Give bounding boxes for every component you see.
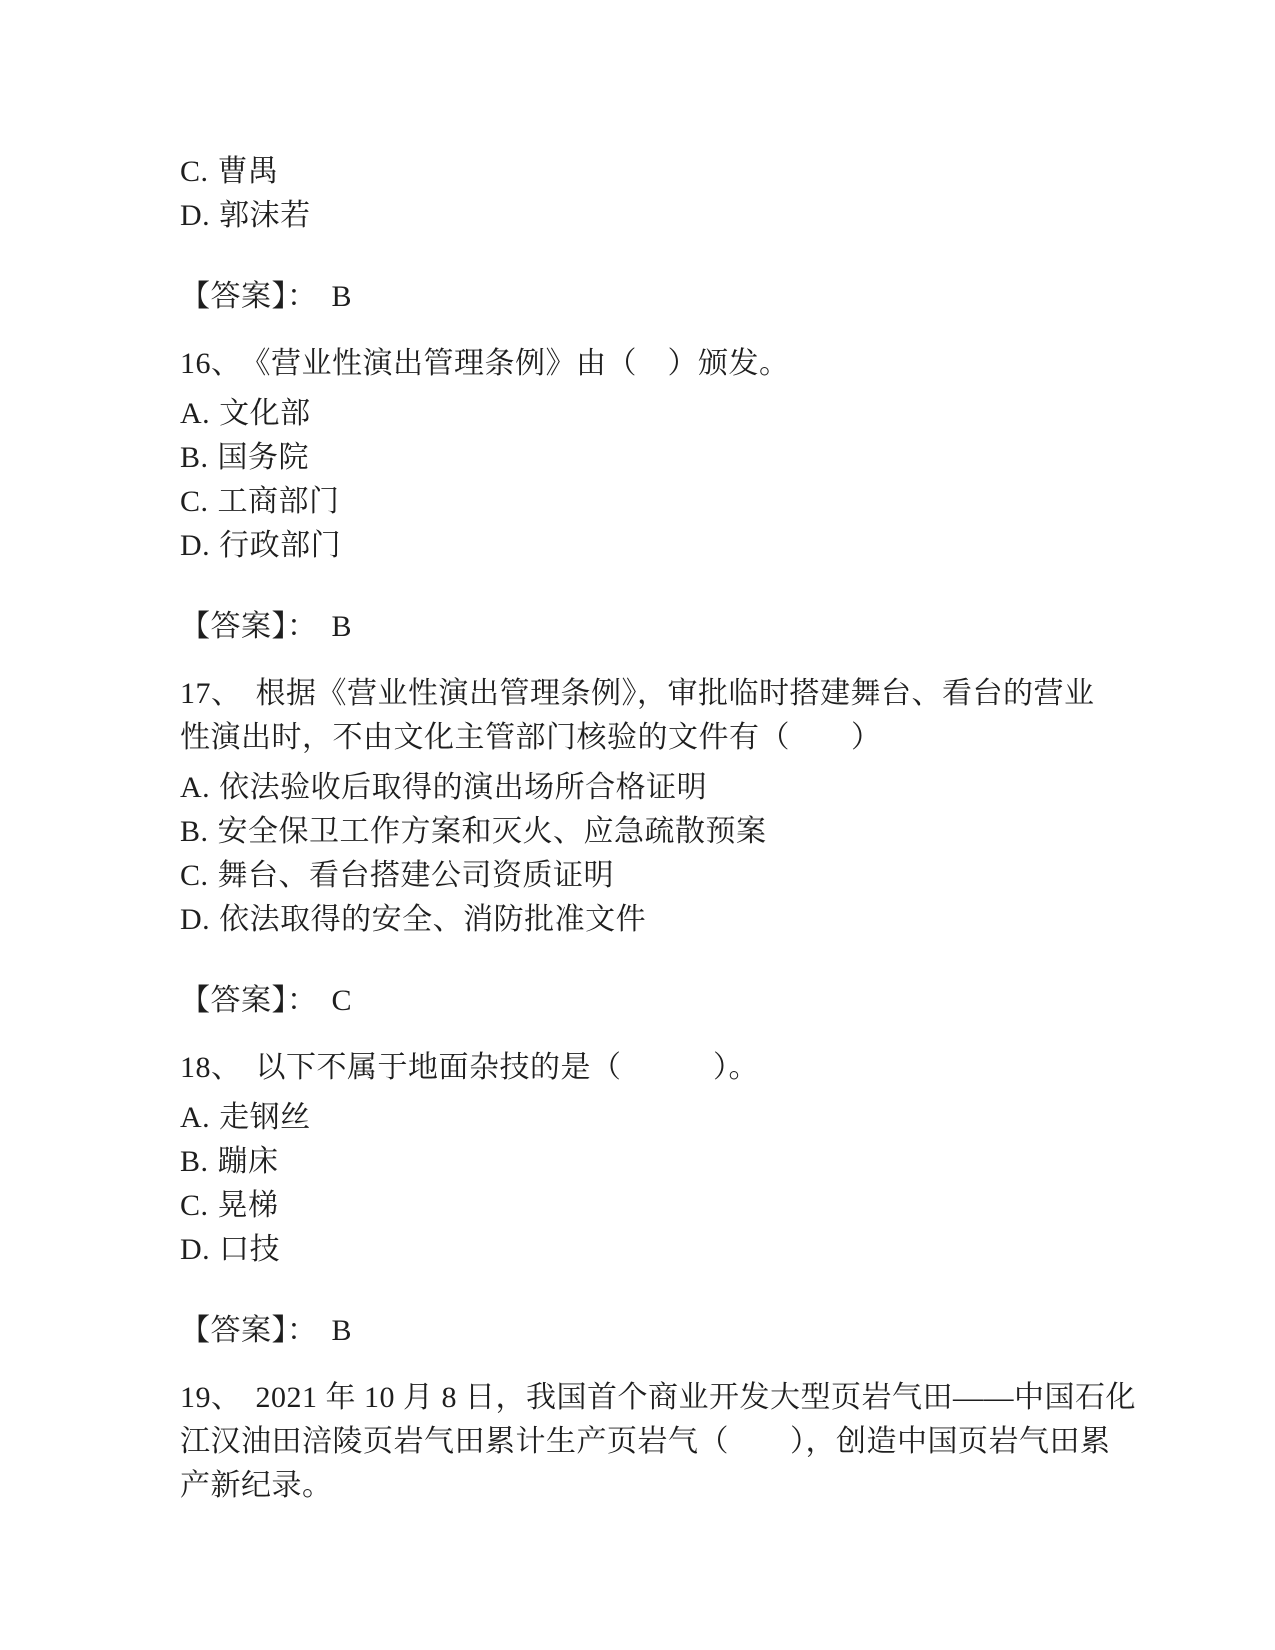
question-stem-text: 根据《营业性演出管理条例》，审批临时搭建舞台、看台的营业: [255, 677, 1095, 710]
option-text: 蹦床: [217, 1145, 279, 1178]
question-stem-text: 以下不属于地面杂技的是（ ）。: [255, 1051, 759, 1084]
answer-prefix: 【答案】：: [180, 1314, 318, 1347]
question-18-option-d: [180, 1228, 1100, 1272]
option-text: 国务院: [217, 441, 310, 474]
option-label: D.: [180, 903, 211, 936]
option-label: B.: [180, 1145, 209, 1178]
option-text: 曹禺: [217, 155, 279, 188]
question-19-stem-line-3: [180, 1464, 1100, 1508]
question-18-option-c: [180, 1184, 1100, 1228]
carryover-option-c: [180, 150, 1100, 194]
question-17-option-b: [180, 810, 1100, 854]
option-text: 行政部门: [219, 529, 342, 562]
question-17-stem-line-1: [180, 672, 1100, 716]
question-18-answer-line: [180, 1309, 1100, 1353]
option-text: 文化部: [219, 397, 311, 430]
option-text: 走钢丝: [219, 1101, 311, 1134]
question-17-option-a: [180, 766, 1100, 810]
answer-prefix: 【答案】：: [180, 610, 318, 643]
question-18-stem: [180, 1046, 1100, 1090]
question-16-option-a: [180, 392, 1100, 436]
question-stem-text: 《营业性演出管理条例》由（ ）颁发。: [255, 347, 790, 380]
question-16-option-c: [180, 480, 1100, 524]
answer-value: B: [331, 1314, 353, 1347]
question-number: 16、: [180, 347, 242, 380]
question-16-answer-line: [180, 605, 1100, 649]
question-17-option-c: [180, 854, 1100, 898]
option-label: A.: [180, 1101, 211, 1134]
question-stem-text: 2021 年 10 月 8 日，我国首个商业开发大型页岩气田——中国石化: [255, 1381, 1136, 1414]
question-number: 19、: [180, 1381, 242, 1414]
option-label: B.: [180, 815, 209, 848]
carryover-option-d: [180, 194, 1100, 238]
option-label: A.: [180, 771, 211, 804]
question-stem-text: 产新纪录。: [180, 1469, 333, 1502]
question-list: [180, 150, 1136, 1508]
option-label: A.: [180, 397, 211, 430]
answer-value: B: [331, 610, 353, 643]
option-label: C.: [180, 155, 209, 188]
answer-value: C: [331, 984, 353, 1017]
question-stem-text: 江汉油田涪陵页岩气田累计生产页岩气（ ），创造中国页岩气田累: [180, 1425, 1111, 1458]
question-stem-text: 性演出时，不由文化主管部门核验的文件有（ ）: [180, 721, 882, 754]
option-label: B.: [180, 441, 209, 474]
option-text: 工商部门: [217, 485, 340, 518]
option-label: D.: [180, 1233, 211, 1266]
question-16-option-b: [180, 436, 1100, 480]
option-text: 郭沫若: [219, 199, 311, 232]
option-label: C.: [180, 485, 209, 518]
answer-value: B: [331, 280, 353, 313]
option-text: 晃梯: [217, 1189, 279, 1222]
option-label: D.: [180, 199, 211, 232]
question-17-answer-line: [180, 979, 1100, 1023]
question-16-option-d: [180, 524, 1100, 568]
question-number: 17、: [180, 677, 242, 710]
answer-prefix: 【答案】：: [180, 280, 318, 313]
option-text: 依法取得的安全、消防批准文件: [219, 903, 647, 936]
option-label: C.: [180, 1189, 209, 1222]
question-19-stem-line-2: [180, 1420, 1111, 1464]
question-18-option-a: [180, 1096, 1100, 1140]
option-label: D.: [180, 529, 211, 562]
question-17-option-d: [180, 898, 1100, 942]
carryover-answer-line: [180, 275, 1100, 319]
option-text: 口技: [219, 1233, 281, 1266]
option-label: C.: [180, 859, 209, 892]
question-19-stem-line-1: [180, 1376, 1136, 1420]
option-text: 依法验收后取得的演出场所合格证明: [219, 771, 708, 804]
answer-prefix: 【答案】：: [180, 984, 318, 1017]
question-16-stem: [180, 342, 1100, 386]
option-text: 安全保卫工作方案和灭火、应急疏散预案: [217, 815, 767, 848]
question-18-option-b: [180, 1140, 1100, 1184]
question-17-stem-line-2: [180, 716, 1100, 760]
question-number: 18、: [180, 1051, 242, 1084]
option-text: 舞台、看台搭建公司资质证明: [217, 859, 615, 892]
